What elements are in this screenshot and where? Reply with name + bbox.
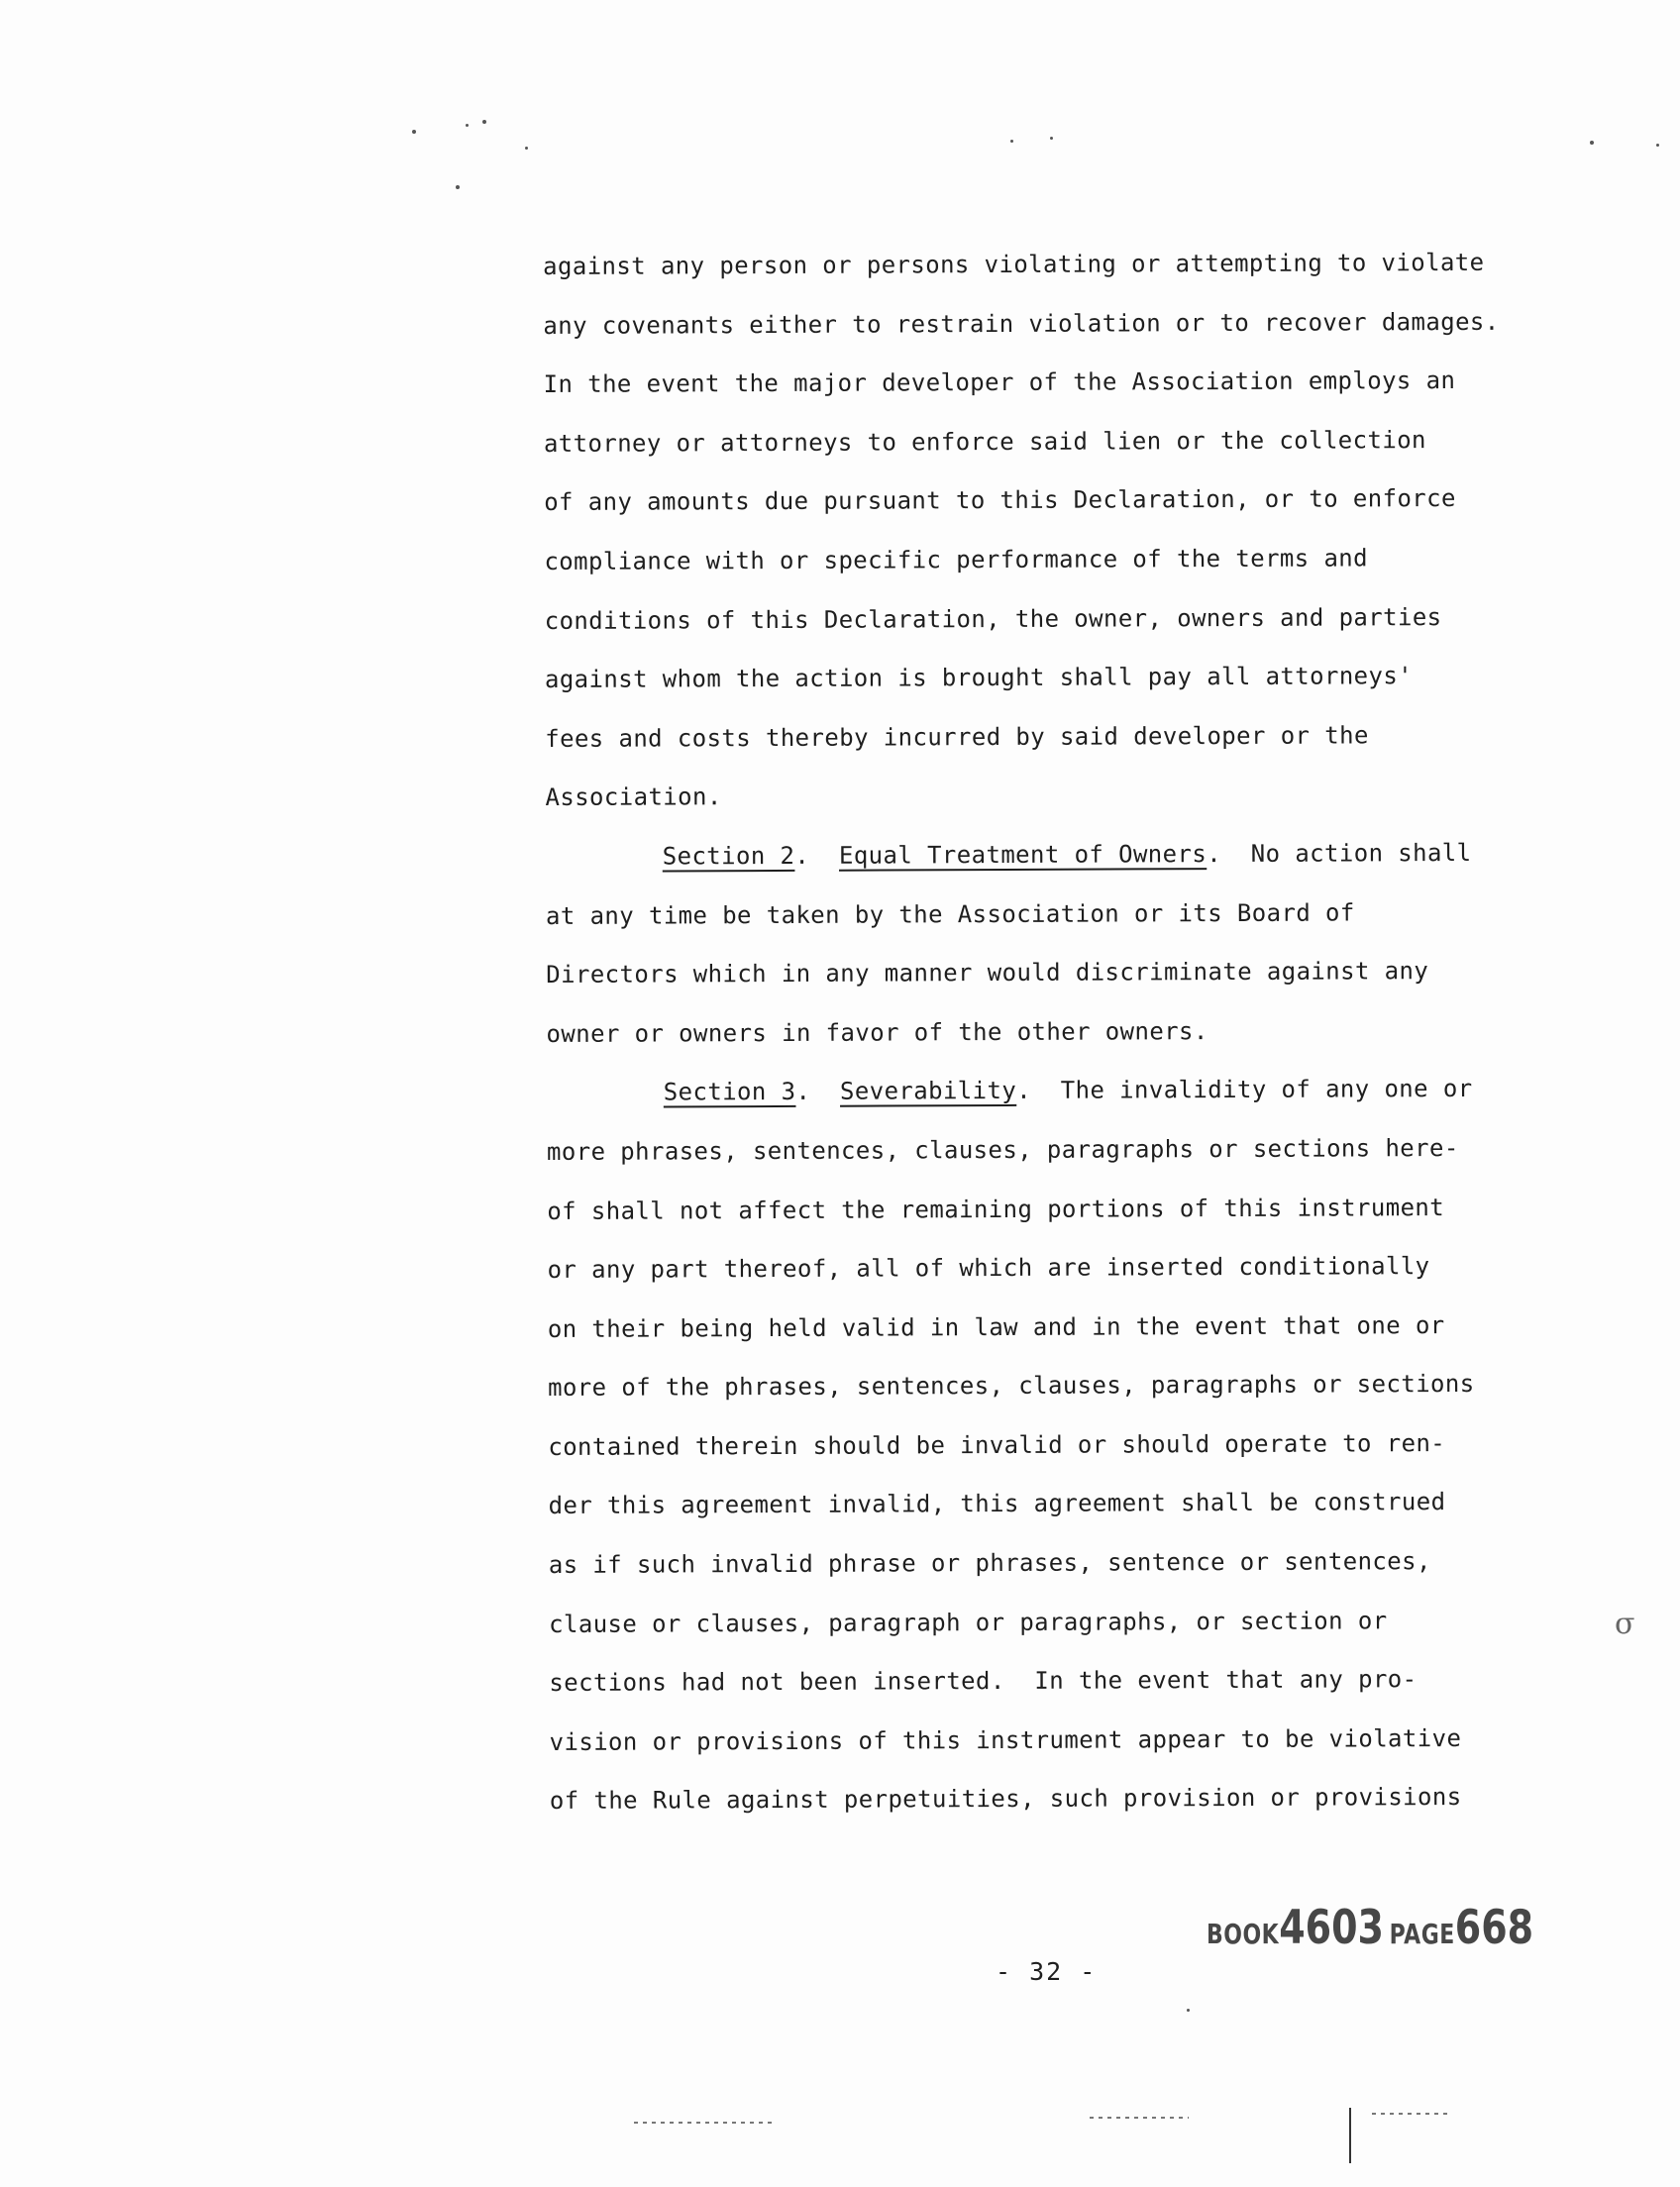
stamp-book-number: 4603 (1279, 1900, 1384, 1954)
text-line: more of the phrases, sentences, clauses, paragraphs or sections (548, 1370, 1475, 1403)
stamp-page-number: 668 (1454, 1900, 1534, 1954)
section-2-heading-line: Section 2. Equal Treatment of Owners. No action shall (662, 838, 1472, 871)
text-line: sections had not been inserted. In the event that any pro- (549, 1665, 1418, 1698)
scan-speck (456, 185, 460, 189)
scan-speck (412, 130, 416, 134)
document-body (543, 233, 1580, 1831)
scan-speck (1656, 144, 1659, 147)
text-line: against any person or persons violating or attempting to violate (543, 248, 1485, 280)
section-3-heading: Severability (839, 1077, 1017, 1106)
text-line: vision or provisions of this instrument appear to be violative (549, 1723, 1462, 1756)
scan-artifact-line (1372, 2113, 1451, 2115)
text-line: of shall not affect the remaining portions of this instrument (547, 1193, 1445, 1225)
section-2-heading: Equal Treatment of Owners (838, 840, 1208, 870)
margin-mark: σ (1615, 1607, 1635, 1641)
section-2-text: No action shall (1250, 838, 1472, 868)
scan-speck (1010, 140, 1013, 143)
text-line: of any amounts due pursuant to this Declaration, or to enforce (544, 484, 1456, 517)
section-3-heading-line: Section 3. Severability. The invalidity of any one or (663, 1075, 1473, 1106)
page-number: - 32 - (996, 1957, 1098, 1986)
text-line: or any part thereof, all of which are inserted conditionally (547, 1252, 1430, 1285)
text-line: In the event the major developer of the Association employs an (543, 366, 1456, 399)
text-line: any covenants either to restrain violation or to recover damages. (543, 307, 1500, 340)
text-line: Association. (545, 782, 722, 812)
text-line: as if such invalid phrase or phrases, sentence or sentences, (548, 1547, 1431, 1580)
text-line: against whom the action is brought shall pay all attorneys' (544, 662, 1414, 694)
text-line: at any time be taken by the Association or its Board of (545, 897, 1355, 930)
scan-speck (482, 120, 486, 124)
section-2-label: Section 2 (662, 841, 795, 871)
text-line: fees and costs thereby incurred by said developer or the (545, 721, 1369, 753)
text-line: Directors which in any manner would discriminate against any (546, 957, 1429, 989)
text-line: of the Rule against perpetuities, such provision or provisions (549, 1783, 1462, 1816)
section-3-label: Section 3 (663, 1078, 796, 1106)
scan-speck (1187, 2009, 1190, 2012)
scan-speck (1050, 137, 1053, 140)
scan-artifact-line (634, 2122, 773, 2124)
text-line: attorney or attorneys to enforce said lien or the collection (543, 425, 1426, 458)
text-line: contained therein should be invalid or should operate to ren- (548, 1428, 1446, 1461)
stamp-page-label: PAGE (1389, 1920, 1455, 1951)
scan-speck (466, 124, 469, 127)
text-line: der this agreement invalid, this agreement shall be construed (548, 1488, 1446, 1520)
text-line: owner or owners in favor of the other owners. (546, 1016, 1208, 1048)
text-line: conditions of this Declaration, the owner, owners and parties (544, 602, 1442, 635)
scan-speck (1590, 141, 1594, 145)
scan-speck (525, 147, 528, 150)
book-page-stamp (1207, 1900, 1533, 1954)
stamp-book-label: BOOK (1207, 1920, 1280, 1951)
scan-artifact-line (1090, 2117, 1189, 2119)
text-line: more phrases, sentences, clauses, paragraphs or sections here- (546, 1133, 1459, 1166)
section-3-text: The invalidity of any one or (1060, 1075, 1473, 1105)
text-line: clause or clauses, paragraph or paragraphs, or section or (549, 1606, 1388, 1638)
scan-artifact-mark (1349, 2108, 1351, 2163)
text-line: on their being held valid in law and in the event that one or (547, 1310, 1445, 1343)
text-line: compliance with or specific performance of the terms and (544, 544, 1369, 575)
